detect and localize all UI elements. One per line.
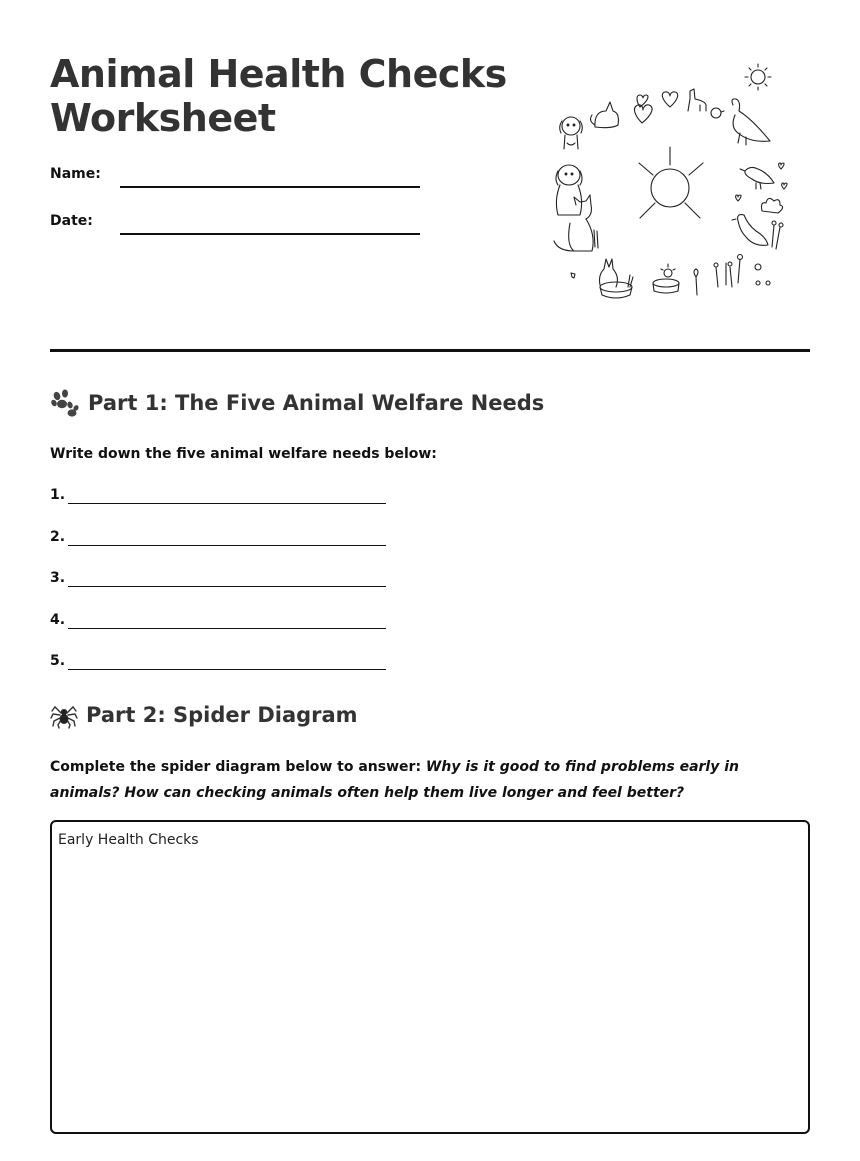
heart-icon	[635, 95, 653, 123]
bush-icon	[762, 198, 783, 213]
central-sun-icon	[639, 147, 703, 218]
answer-line-3[interactable]	[50, 570, 390, 590]
answer-line-4[interactable]	[50, 612, 390, 632]
date-input-line[interactable]	[120, 233, 420, 235]
cat-sitting-icon	[554, 195, 598, 251]
answer-line-5[interactable]	[50, 653, 390, 673]
spider-diagram-center-label: Early Health Checks	[58, 832, 199, 848]
date-field[interactable]	[50, 213, 430, 237]
part1-heading-text: Part 1: The Five Animal Welfare Needs	[88, 391, 545, 415]
answer-number: 2.	[50, 529, 66, 545]
pigeon-icon	[732, 215, 768, 246]
part1-instruction: Write down the five animal welfare needs below:	[50, 446, 437, 462]
llama-icon	[688, 89, 706, 111]
part2-heading	[50, 701, 358, 729]
cat-icon	[591, 102, 619, 128]
answer-rule[interactable]	[68, 545, 386, 546]
page-title: Animal Health Checks Worksheet	[50, 52, 507, 140]
spider-diagram-box[interactable]	[50, 820, 810, 1134]
flowers-bottom-icon	[694, 255, 770, 296]
answer-number: 4.	[50, 612, 66, 628]
part1-heading	[50, 389, 544, 417]
chick-icon	[711, 108, 724, 118]
animal-welfare-illustration	[540, 55, 790, 305]
food-bowl-icon	[653, 264, 679, 293]
part2-instruction	[50, 754, 810, 806]
flower-icon	[772, 221, 783, 249]
paw-print-icon	[50, 389, 80, 417]
part2-heading-text: Part 2: Spider Diagram	[86, 703, 358, 727]
part2-question: Why is it good to find problems early in animals? How can checking animals often help them live longer and feel better?	[50, 759, 739, 801]
answer-line-1[interactable]	[50, 487, 390, 507]
date-label: Date:	[50, 213, 93, 229]
answer-number: 3.	[50, 570, 66, 586]
answer-rule[interactable]	[68, 503, 386, 504]
answer-number: 5.	[50, 653, 66, 669]
bird-icon	[740, 167, 774, 189]
answer-number: 1.	[50, 487, 66, 503]
answer-rule[interactable]	[68, 669, 386, 670]
answer-rule[interactable]	[68, 586, 386, 587]
small-sun-icon	[745, 64, 771, 90]
heart-icon	[662, 92, 677, 107]
cat-bowl-icon	[600, 259, 634, 298]
name-label: Name:	[50, 166, 101, 182]
small-heart-icon	[736, 163, 787, 201]
header-divider	[50, 349, 810, 352]
dog-sitting-icon	[556, 165, 582, 215]
part2-instruction-prefix: Complete the spider diagram below to answer:	[50, 759, 422, 775]
dog-icon	[560, 117, 583, 149]
goose-icon	[732, 99, 770, 145]
answer-rule[interactable]	[68, 628, 386, 629]
flower-small-icon	[571, 273, 575, 278]
answer-line-2[interactable]	[50, 529, 390, 549]
spider-icon	[50, 701, 78, 729]
name-field[interactable]	[50, 166, 430, 190]
name-input-line[interactable]	[120, 186, 420, 188]
